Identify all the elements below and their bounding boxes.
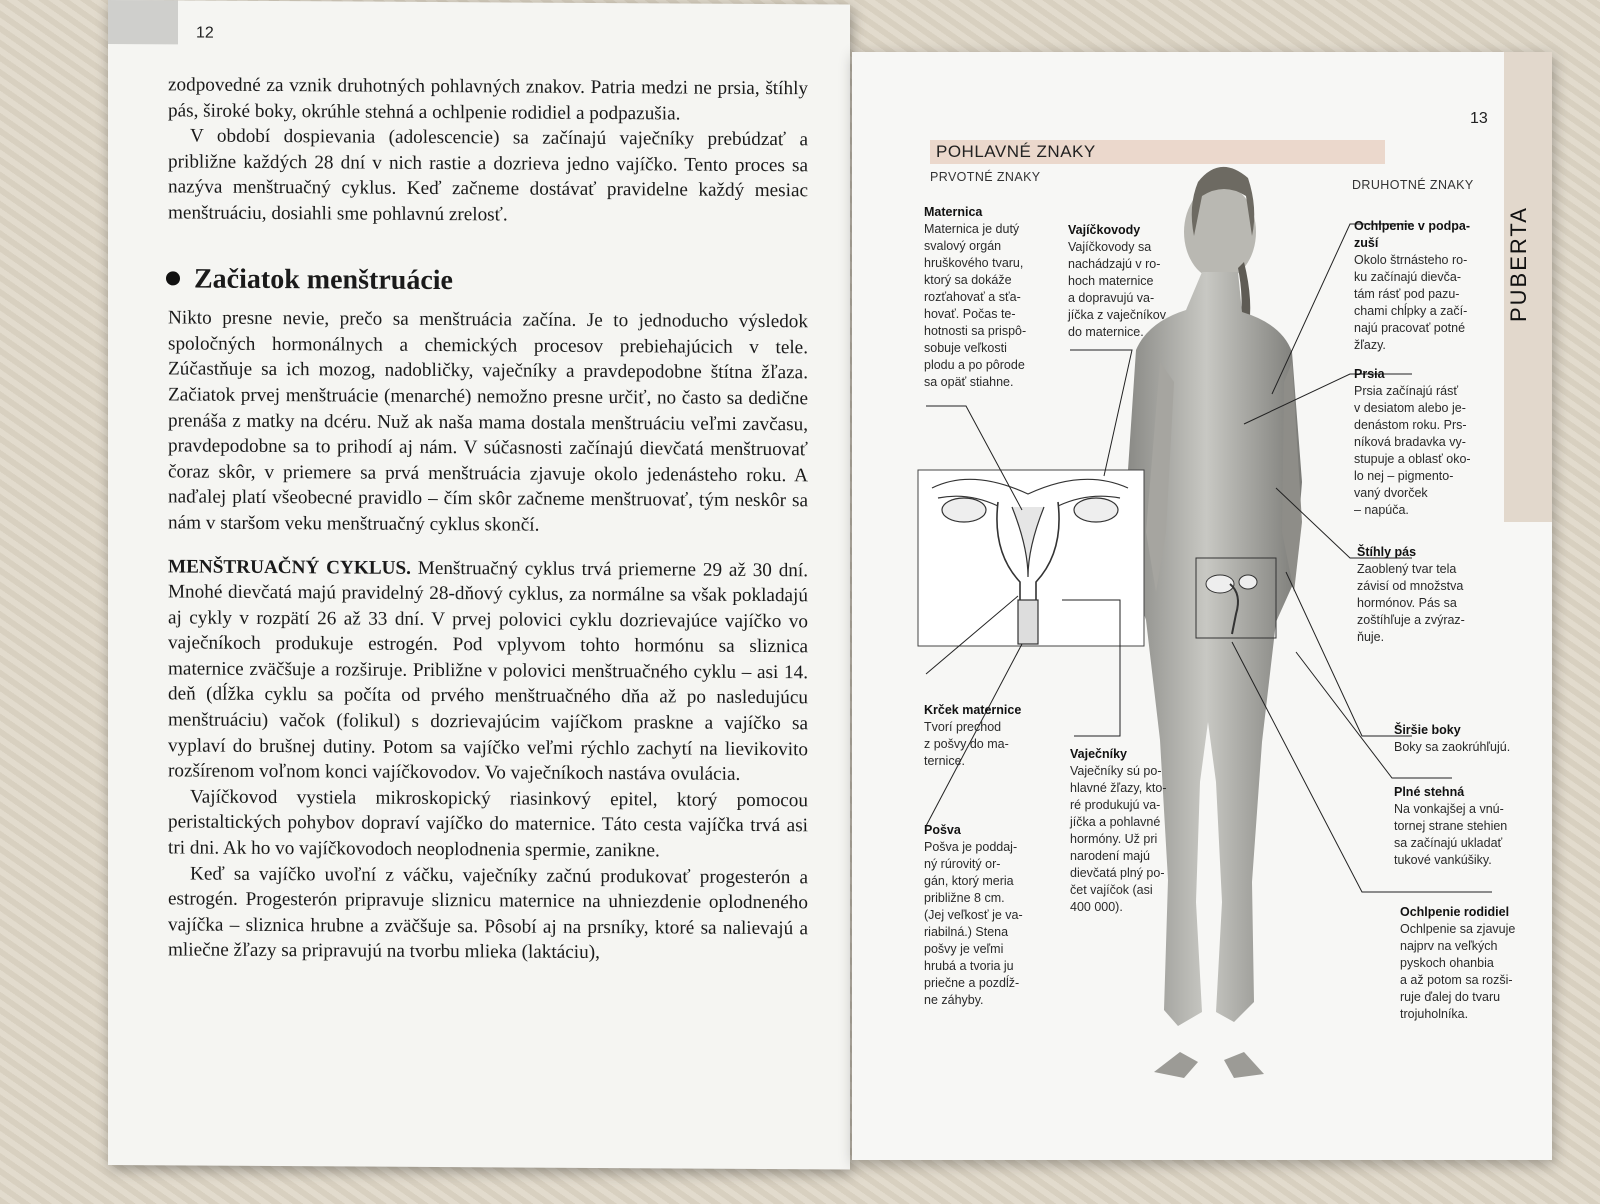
left-page bbox=[108, 0, 850, 1170]
primary-traits-heading: PRVOTNÉ ZNAKY bbox=[930, 170, 1041, 184]
label-title: Vajíčkovody bbox=[1068, 223, 1141, 237]
label-line: dievčatá plný po- bbox=[1070, 866, 1165, 880]
page-number-left: 12 bbox=[196, 24, 214, 42]
bullet-dot-icon bbox=[166, 272, 180, 286]
label-title: Vaječníky bbox=[1070, 747, 1127, 761]
label-line: hormónov. Pás sa bbox=[1357, 596, 1457, 610]
heading-paragraph: Nikto presne nevie, prečo sa menštruácia začína. Je to jednoducho výsledok spoločných hormonálnych a chemických procesov prebiehajúcich v tele. Zúčastňuje sa ich mozog, nadobličky, vaječníky a pravdepodobne štítna žľaza. Začiatok prvej menštruácie (menarché) nemožno presne určiť, no často sa dedične prenáša z matky na dcéru. Nuž ak naša mama dostala menštruáciu veľmi zavčasu, pravdepodobne sa to prihodí aj nám. V súčasnosti začínajú dievčatá menštruovať čoraz skôr, v priemere sa prvá menštruácia zjavuje okolo jedenásteho roku. A naďalej platí všeobecné pravidlo – čím skôr začneme menštruovať, tým neskôr sa nám v staršom veku menštruačný cyklus skončí. bbox=[168, 307, 808, 536]
label-line: ku začínajú dievča- bbox=[1354, 270, 1462, 284]
label-title: Ochlpenie rodidiel bbox=[1400, 905, 1510, 919]
label-line: (Jej veľkosť je va- bbox=[924, 908, 1023, 922]
label-title: Štíhly pás bbox=[1357, 545, 1417, 559]
label-line: z pošvy do ma- bbox=[924, 737, 1009, 751]
label-vajecniky bbox=[1070, 746, 1200, 916]
label-line: 400 000). bbox=[1070, 900, 1123, 914]
label-line: Boky sa zaokrúhľujú. bbox=[1394, 740, 1511, 754]
label-vajickovody bbox=[1068, 222, 1198, 341]
label-line: nachádzajú v ro- bbox=[1068, 257, 1161, 271]
tail-paragraph-1: Vajíčkovod vystiela mikroskopický riasinkový epitel, ktorý pomocou peristaltických pohybov dopraví vajíčko do maternice. Táto cesta vajíčka trvá asi tri dni. Ak ho vo vajíčkovodoch neoplodnenia spermie, zanikne. bbox=[168, 786, 808, 862]
label-line: níková bradavka vy- bbox=[1354, 435, 1466, 449]
label-line: – napúča. bbox=[1354, 503, 1409, 517]
label-line: a dopravujú va- bbox=[1068, 291, 1155, 305]
label-title: Širšie boky bbox=[1394, 723, 1461, 737]
label-posva bbox=[924, 822, 1054, 1009]
label-line: Okolo štrnásteho ro- bbox=[1354, 253, 1468, 267]
label-line: jíčka z vaječníkov bbox=[1068, 308, 1166, 322]
secondary-traits-heading: DRUHOTNÉ ZNAKY bbox=[1352, 178, 1474, 192]
label-line: narodení majú bbox=[1070, 849, 1150, 863]
label-line: Prsia začínajú rásť bbox=[1354, 384, 1459, 398]
label-stihly-pas bbox=[1357, 544, 1507, 646]
label-line: čet vajíčok (asi bbox=[1070, 883, 1153, 897]
left-body-text bbox=[168, 72, 808, 967]
label-line: Tvorí prechod bbox=[924, 720, 1002, 734]
label-line: vaný dvorček bbox=[1354, 486, 1428, 500]
label-ochlpenie-podpazusi bbox=[1354, 218, 1504, 354]
label-line: tornej strane stehien bbox=[1394, 819, 1508, 833]
label-line: ný rúrovitý or- bbox=[924, 857, 1001, 871]
label-line: tám rásť pod pazu- bbox=[1354, 287, 1460, 301]
label-line: jíčka a pohlavné bbox=[1070, 815, 1161, 829]
page-number-right: 13 bbox=[1470, 110, 1488, 127]
section-title: POHLAVNÉ ZNAKY bbox=[936, 142, 1096, 161]
label-line: Pošva je poddaj- bbox=[924, 840, 1018, 854]
label-maternica bbox=[924, 204, 1064, 391]
page-corner-shade bbox=[108, 0, 178, 44]
label-title-cont: zuší bbox=[1354, 236, 1379, 250]
label-line: Vaječníky sú po- bbox=[1070, 764, 1162, 778]
label-line: hrubá a tvoria ju bbox=[924, 959, 1014, 973]
cycle-paragraph bbox=[168, 554, 808, 788]
label-line: do maternice. bbox=[1068, 325, 1144, 339]
label-line: plodu a po pôrode bbox=[924, 358, 1025, 372]
label-line: hoch maternice bbox=[1068, 274, 1154, 288]
label-sirsie-boky bbox=[1394, 722, 1544, 756]
label-line: rozťahovať a sťa- bbox=[924, 290, 1021, 304]
label-title: Plné stehná bbox=[1394, 785, 1465, 799]
chapter-tab-label: PUBERTA bbox=[1506, 206, 1531, 322]
intro-paragraph-1: zodpovedné za vznik druhotných pohlavných znakov. Patria medzi ne prsia, štíhly pás, široké boky, okrúhle stehná a ochlpenie rodidiel a podpazušia. bbox=[168, 74, 808, 125]
label-line: závisí od množstva bbox=[1357, 579, 1464, 593]
intro-paragraph-2: V období dospievania (adolescencie) sa začínajú vaječníky prebúdzať a približne každých 28 dní v nich rastie a dozrieva jedno vajíčko. Tento proces sa nazýva menštruačný cyklus. Keď začneme dostávať pravidelne každý mesiac menštruáciu, dosiahli sme pohlavnú zrelosť. bbox=[168, 125, 808, 226]
section-heading bbox=[166, 263, 808, 296]
label-line: priečne a pozdĺž- bbox=[924, 976, 1020, 990]
label-line: ktorý sa dokáže bbox=[924, 273, 1012, 287]
label-line: Zaoblený tvar tela bbox=[1357, 562, 1457, 576]
label-ochlpenie-rodidiel bbox=[1400, 904, 1550, 1023]
label-line: riabilná.) Stena bbox=[924, 925, 1009, 939]
label-line: stupuje a oblasť oko- bbox=[1354, 452, 1471, 466]
label-line: ne záhyby. bbox=[924, 993, 984, 1007]
label-line: trojuholníka. bbox=[1400, 1007, 1469, 1021]
cycle-paragraph-text: Menštruačný cyklus trvá priemerne 29 až 30 dní. Mnohé dievčatá majú pravidelný 28-dňový cyklus, za normálne sa však pokladajú aj cykly v rozpätí 26 až 33 dní. V prvej polovici cyklu dozrievajúce vajíčko vo vaječníkoch produkuje estrogén. Pod vplyvom tohto hormónu sa sliznica maternice zväčšuje a rozširuje. Približne v polovici menštruačného cyklu – asi 14. deň (dĺžka cyklu sa počíta od prvého menštruačného dňa až po nasledujúcu menštruáciu) vačok (folikul) s dozrievajúcim vajíčkom praskne a vajíčko sa vyplaví do brušnej dutiny. Potom sa vajíčko veľmi rýchlo zachytí na lievikovito rozšírenom voľnom konci vajíčkovodov. Vo vaječníkoch nastáva ovulácia. bbox=[168, 557, 809, 786]
cycle-runin-heading: MENŠTRUAČNÝ CYKLUS. bbox=[168, 555, 411, 579]
label-line: zoštíhľuje a zvýraz- bbox=[1357, 613, 1465, 627]
label-line: a až potom sa rozši- bbox=[1400, 973, 1513, 987]
label-title: Ochlpenie v podpa- bbox=[1354, 219, 1470, 233]
label-line: pošvy je veľmi bbox=[924, 942, 1004, 956]
label-line: sobuje veľkosti bbox=[924, 341, 1007, 355]
label-line: v desiatom alebo je- bbox=[1354, 401, 1466, 415]
label-line: najprv na veľkých bbox=[1400, 939, 1498, 953]
label-line: sa opäť stiahne. bbox=[924, 375, 1014, 389]
label-title: Prsia bbox=[1354, 367, 1385, 381]
label-line: Ochlpenie sa zjavuje bbox=[1400, 922, 1516, 936]
label-line: sa začínajú ukladať bbox=[1394, 836, 1503, 850]
label-line: ré produkujú va- bbox=[1070, 798, 1161, 812]
label-line: gán, ktorý meria bbox=[924, 874, 1014, 888]
label-line: lo nej – pigmento- bbox=[1354, 469, 1454, 483]
label-title: Pošva bbox=[924, 823, 961, 837]
label-line: hormóny. Už pri bbox=[1070, 832, 1158, 846]
label-line: Vajíčkovody sa bbox=[1068, 240, 1152, 254]
label-line: najú pracovať potné bbox=[1354, 321, 1466, 335]
label-prsia bbox=[1354, 366, 1504, 519]
label-plne-stehna bbox=[1394, 784, 1544, 869]
section-heading-text: Začiatok menštruácie bbox=[194, 263, 453, 296]
label-line: ňuje. bbox=[1357, 630, 1385, 644]
label-line: Maternica je dutý bbox=[924, 222, 1020, 236]
label-line: hlavné žľazy, kto- bbox=[1070, 781, 1167, 795]
label-line: pyskoch ohanbia bbox=[1400, 956, 1494, 970]
tail-paragraph-2: Keď sa vajíčko uvoľní z váčku, vaječníky začnú produkovať progesterón a estrogén. Progesterón pripravuje sliznicu maternice na uhniezdenie oplodneného vajíčka – sliznica hrubne a zväčšuje sa. Pôsobí aj na prsníky, ktoré sa nalievajú a mliečne žľazy sa pripravujú na tvorbu mlieka (laktáciu), bbox=[168, 863, 808, 964]
label-line: denástom roku. Prs- bbox=[1354, 418, 1467, 432]
label-line: hotnosti sa prispô- bbox=[924, 324, 1027, 338]
label-line: hruškového tvaru, bbox=[924, 256, 1024, 270]
label-krcek-maternice bbox=[924, 702, 1054, 770]
label-line: hovať. Počas te- bbox=[924, 307, 1016, 321]
label-line: žľazy. bbox=[1354, 338, 1386, 352]
label-line: Na vonkajšej a vnú- bbox=[1394, 802, 1504, 816]
label-line: tukové vankúšiky. bbox=[1394, 853, 1492, 867]
label-line: chami chĺpky a začí- bbox=[1354, 304, 1468, 318]
label-line: svalový orgán bbox=[924, 239, 1002, 253]
right-page bbox=[852, 52, 1552, 1160]
label-line: ternice. bbox=[924, 754, 965, 768]
label-title: Maternica bbox=[924, 205, 983, 219]
label-line: približne 8 cm. bbox=[924, 891, 1005, 905]
label-line: ruje ďalej do tvaru bbox=[1400, 990, 1501, 1004]
label-title: Krček maternice bbox=[924, 703, 1022, 717]
